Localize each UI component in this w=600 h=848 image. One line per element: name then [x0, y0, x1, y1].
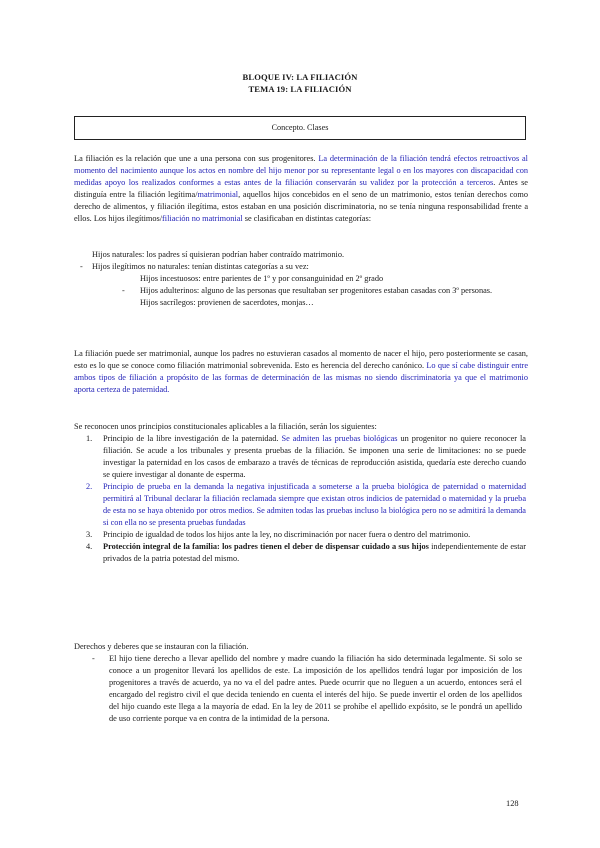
principles-list [86, 433, 526, 566]
rights-item-surnames: - El hijo tiene derecho a llevar apellido del nombre y madre cuando la filiación ha sido determinada legalmente. Si solo se conoce a un progenitor llevará los apellidos de este. La imposición de los apellidos tendrá lugar por imposición de los progenitores a través de acuerdo, ya no va el del padre antes. Puede ocurrir que no lleguen a un acuerdo, entonces será el encargado del registro civil el que decida teniendo en cuenta el interés del hijo. Se puede invertir el orden de los apellidos del hijo cuando este llega a la mayoría de edad. En la ley de 2011 se prohíbe el apellido expósito, se le pondrá un apellido de uso corriente porque va en contra de la intimidad de la persona. [92, 654, 522, 724]
principle-item-3: 3. Principio de igualdad de todos los hijos ante la ley, no discriminación por nacer fuera o dentro del matrimonio. [86, 530, 471, 540]
paragraph-definition [74, 153, 528, 225]
paragraph-rights-intro: Derechos y deberes que se instauran con la filiación. [74, 642, 249, 651]
list-item-non-natural: - Hijos ilegítimos no naturales: tenían distintas categorías a su vez: [80, 261, 522, 273]
paragraph-principles-intro: Se reconocen unos principios constitucionales aplicables a la filiación, serán los siguientes: [74, 422, 377, 431]
paragraph-matrimonial [74, 348, 528, 396]
topic-title: TEMA 19: LA FILIACIÓN [248, 84, 352, 94]
list-categories [80, 249, 522, 309]
principle-1-highlight: Se admiten las pruebas biológicas [281, 434, 398, 443]
rights-list [92, 653, 522, 725]
list-item-incest: Hijos incestuosos: entre parientes de 1º y por consanguinidad en 2º grado [140, 274, 384, 284]
page-number: 128 [506, 799, 519, 808]
block-title: BLOQUE IV: LA FILIACIÓN [242, 72, 358, 82]
principle-item-4: 4. Protección integral de la familia: los padres tienen el deber de dispensar cuidado a sus hijos independientemente de estar privados de la patria potestad del mismo. [86, 542, 526, 564]
list-item-adult: - Hijos adulterinos: alguno de las personas que resultaban ser progenitores estaban casadas con 3º personas. [122, 285, 522, 297]
section-box-label: Concepto. Clases [271, 123, 329, 132]
para1-no-matrimonial-highlight: filiación no matrimonial [162, 214, 243, 224]
list-item-sacr: Hijos sacrílegos: provienen de sacerdotes, monjas… [140, 298, 314, 308]
para2-text-1: La filiación puede ser matrimonial, aunque los padres no estuvieran casados al momento de nacer el hijo, pero posteriormente se casan, esto es lo que se conoce como filiación matrimonial sobrevenida. Esto es herencia del derecho canónico. [74, 349, 528, 371]
para1-text-7: se clasificaban en distintas categorías: [242, 214, 372, 224]
para1-retroactive-highlight: La determinación de la filiación tendrá efectos retroactivos al momento del nacimiento aunque los actos en nombre del hijo menor por su representante legal o en los mayores con discapacidad con medidas apoyo los realizados conformes a estas antes de la filiación conservarán su validez por la protección a terceros [74, 154, 528, 188]
para2-highlight: Lo que sí cabe distinguir entre ambos tipos de filiación a propósito de las formas de determinación de las mismas no siendo discriminatoria ya que el matrimonio aporta certeza de paternidad. [74, 361, 529, 395]
list-item-natural: Hijos naturales: los padres sí quisieran podrían haber contraído matrimonio. [92, 250, 345, 259]
list-marker-dash: - [122, 286, 125, 296]
para1-matrimonial-highlight: matrimonial [197, 190, 239, 200]
section-box [74, 116, 526, 140]
list-marker-dash: - [80, 262, 83, 272]
para1-text-5: , aquellos hijos concebidos en el seno de un matrimonio, estos tenían derechos como derecho de alimentos, y filiación ilegítima, estos estaban en una posición discriminatoria, no se tenía ninguna responsabilidad frente a ellos. Los hijos ilegítimos/ [74, 190, 528, 224]
para1-text-3: . Antes se distinguía entre la filiación legítima/ [74, 178, 528, 200]
principle-item-2: 2. Principio de prueba en la demanda la negativa injustificada a someterse a la prueba biológica de paternidad o maternidad permitirá al Tribunal declarar la filiación reclamada siempre que existan otros indicios de paternidad o maternidad y la prueba de esta no se haya obtenido por otros medios. Se admiten todas las pruebas incluso la biológica pero no se admitirá la demanda si con ella no se presenta pruebas fundadas [86, 482, 526, 528]
list-marker-dash: - [92, 654, 95, 663]
principle-item-1: 1. Principio de la libre investigación de la paternidad. Se admiten las pruebas biológicas un progenitor no quiere reconocer la filiación. Se acude a los tribunales y presenta pruebas de la filiación. Se imponen una serie de limitaciones: no se puede investigar la paternidad en los casos de embarazo a través de técnicas de reproducción asistida, quedaría este derecho cuando se quiere investigar al donante de esperma. [86, 434, 526, 480]
para1-text-1: La filiación es la relación que une a una persona con sus progenitores. [74, 154, 319, 163]
